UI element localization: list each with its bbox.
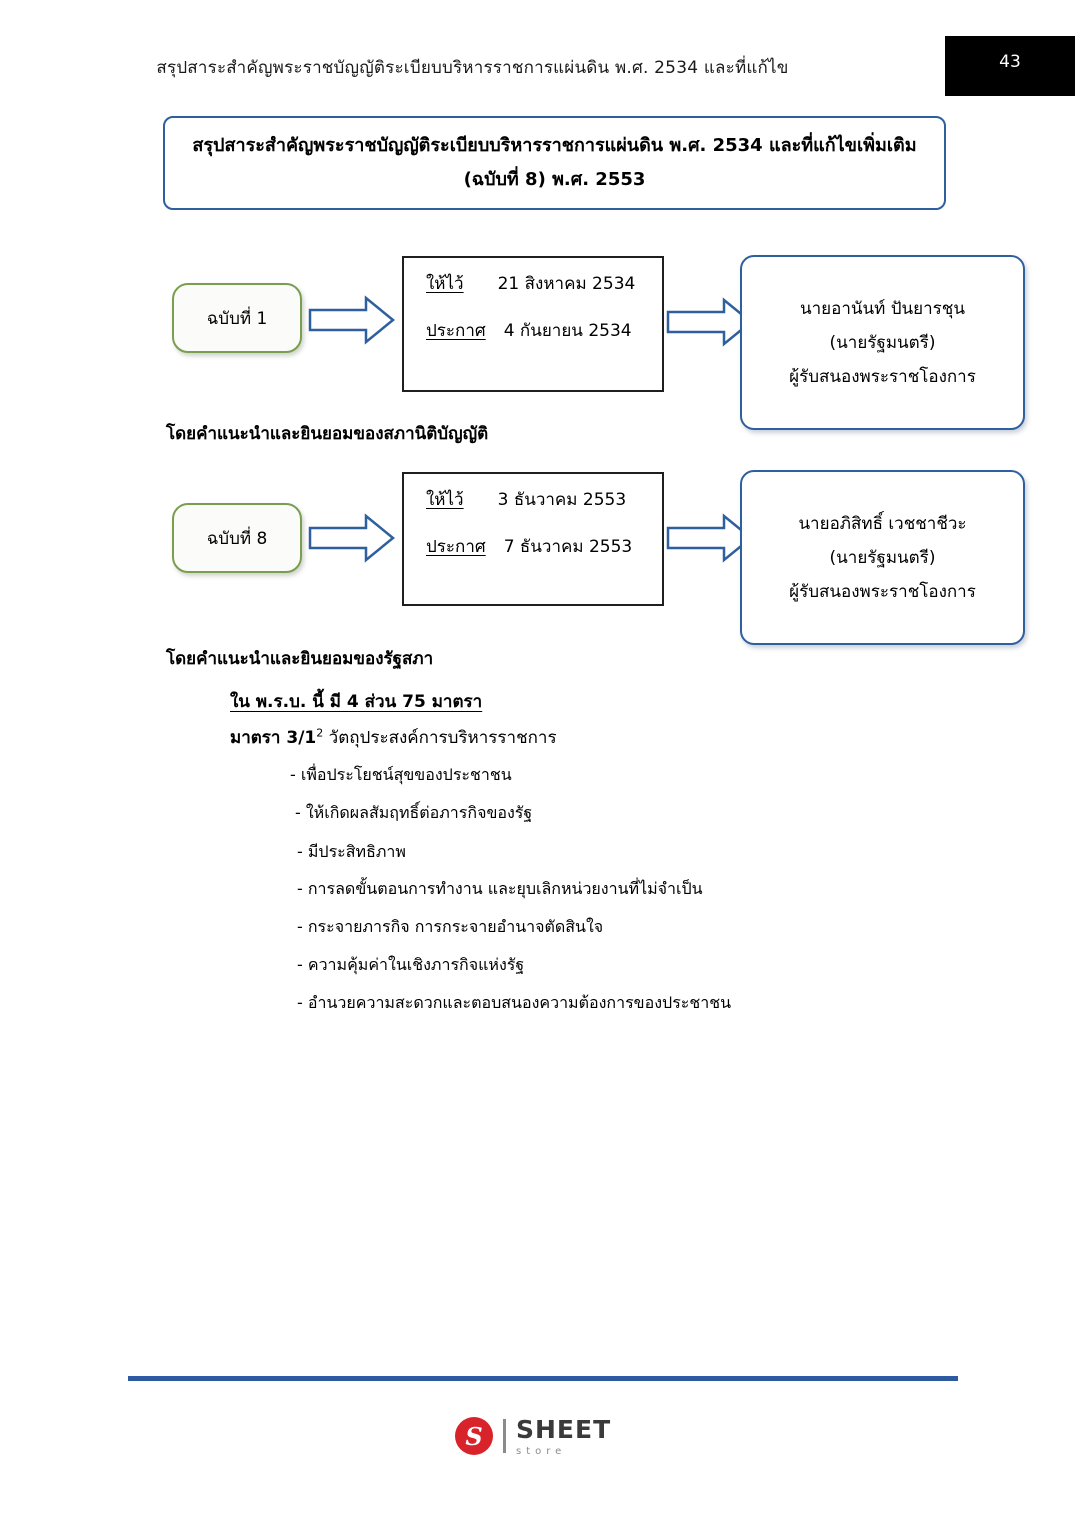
logo-divider <box>503 1419 506 1453</box>
objective-item-6: - ความคุ้มค่าในเชิงภารกิจแห่งรัฐ <box>297 955 525 974</box>
minister-name-1: นายอานันท์ ปันยารชุน <box>800 298 965 319</box>
logo-subtext: store <box>516 1446 567 1457</box>
flow-caption-1: โดยคำแนะนำและยินยอมของสภานิติบัญญัติ <box>166 424 489 444</box>
minister-position-1: (นายรัฐมนตรี) <box>829 332 936 353</box>
logo-wordmark: SHEET <box>516 1415 612 1444</box>
footer-logo <box>455 1412 625 1460</box>
structure-heading: ใน พ.ร.บ. นี้ มี 4 ส่วน 75 มาตรา <box>230 692 483 712</box>
date-announced-line-8 <box>426 537 642 558</box>
date-box-8 <box>402 472 664 606</box>
date-announced-label-1: ประกาศ <box>426 321 486 342</box>
section-footnote-marker: 2 <box>316 726 324 740</box>
title-banner-line-2: (ฉบับที่ 8) พ.ศ. 2553 <box>463 169 646 190</box>
objective-item-7: - อำนวยความสะดวกและตอบสนองความต้องการของประชาชน <box>297 993 732 1012</box>
date-given-value-8: 3 ธันวาคม 2553 <box>497 490 627 510</box>
minister-box-1 <box>740 255 1025 430</box>
date-given-line-8 <box>426 490 642 511</box>
date-given-label-8: ให้ไว้ <box>426 490 464 510</box>
date-announced-value-1: 4 กันยายน 2534 <box>503 321 632 342</box>
section-label: มาตรา 3/1 <box>230 728 317 748</box>
flow-caption-8: โดยคำแนะนำและยินยอมของรัฐสภา <box>166 649 434 669</box>
edition-pill-1-label: ฉบับที่ 1 <box>206 308 268 329</box>
running-title: สรุปสาระสำคัญพระราชบัญญัติระเบียบบริหารราชการแผ่นดิน พ.ศ. 2534 และที่แก้ไข <box>156 58 789 78</box>
date-announced-label-8: ประกาศ <box>426 537 486 558</box>
page-header <box>0 0 1075 96</box>
edition-pill-8 <box>172 503 302 573</box>
minister-box-8 <box>740 470 1025 645</box>
date-given-label-1: ให้ไว้ <box>426 274 464 294</box>
objective-item-3: - มีประสิทธิภาพ <box>297 842 406 861</box>
arrow-pill-to-date-1 <box>308 290 396 350</box>
edition-pill-8-label: ฉบับที่ 8 <box>206 528 268 549</box>
objective-item-2: - ให้เกิดผลสัมฤทธิ์ต่อภารกิจของรัฐ <box>295 803 533 822</box>
title-banner-line-1: สรุปสาระสำคัญพระราชบัญญัติระเบียบบริหารราชการแผ่นดิน พ.ศ. 2534 และที่แก้ไขเพิ่มเติม <box>192 134 917 156</box>
date-announced-line-1 <box>426 321 642 342</box>
minister-name-8: นายอภิสิทธิ์ เวชชาชีวะ <box>798 513 967 534</box>
objective-item-1: - เพื่อประโยชน์สุขของประชาชน <box>290 765 512 784</box>
date-given-line-1 <box>426 274 642 295</box>
objective-item-5: - กระจายภารกิจ การกระจายอำนาจตัดสินใจ <box>297 917 604 936</box>
date-announced-value-8: 7 ธันวาคม 2553 <box>503 537 633 558</box>
page-number: 43 <box>999 52 1021 72</box>
section-title: วัตถุประสงค์การบริหารราชการ <box>328 728 557 748</box>
objective-item-4: - การลดขั้นตอนการทำงาน และยุบเลิกหน่วยงานที่ไม่จำเป็น <box>297 879 703 898</box>
minister-role-8: ผู้รับสนองพระราชโองการ <box>789 581 976 602</box>
footer-divider <box>128 1376 958 1381</box>
title-banner <box>163 116 946 210</box>
sheet-store-badge-icon: S <box>455 1417 493 1455</box>
date-given-value-1: 21 สิงหาคม 2534 <box>497 274 636 294</box>
arrow-pill-to-date-8 <box>308 508 396 568</box>
minister-role-1: ผู้รับสนองพระราชโองการ <box>789 366 976 387</box>
minister-position-8: (นายรัฐมนตรี) <box>829 547 936 568</box>
date-box-1 <box>402 256 664 392</box>
edition-pill-1 <box>172 283 302 353</box>
section-line <box>230 724 557 751</box>
